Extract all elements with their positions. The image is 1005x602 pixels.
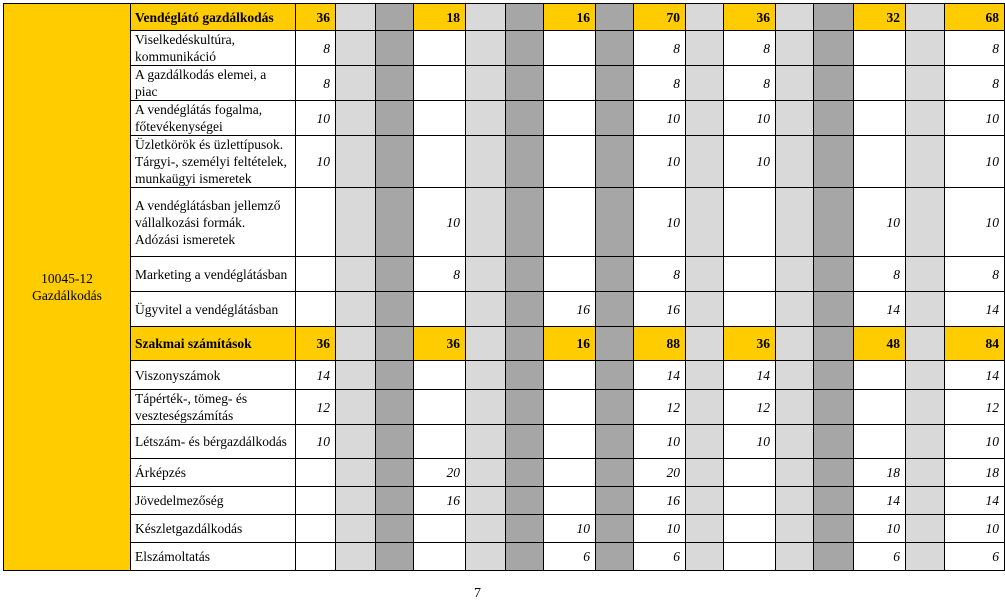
hours-cell <box>596 487 634 515</box>
hours-cell <box>376 543 414 571</box>
hours-cell: 10 <box>296 136 336 188</box>
hours-cell <box>336 390 376 425</box>
hours-cell: 88 <box>634 327 686 361</box>
hours-cell: 6 <box>634 543 686 571</box>
hours-cell <box>906 515 945 543</box>
subject-cell: Tápérték-, tömeg- és veszteségszámítás <box>131 390 296 425</box>
hours-cell <box>854 66 906 101</box>
subject-cell: Vendéglátó gazdálkodás <box>131 4 296 31</box>
hours-cell <box>686 487 724 515</box>
module-name: Gazdálkodás <box>32 288 102 303</box>
table-row <box>4 136 1005 188</box>
table-row <box>4 361 1005 390</box>
subject-cell: Ügyvitel a vendéglátásban <box>131 292 296 327</box>
subject-cell: A gazdálkodás elemei, a piac <box>131 66 296 101</box>
hours-cell: 10 <box>634 136 686 188</box>
hours-cell <box>906 425 945 459</box>
hours-cell <box>466 31 506 66</box>
hours-cell: 48 <box>854 327 906 361</box>
hours-cell <box>686 459 724 487</box>
hours-cell: 36 <box>724 327 776 361</box>
hours-cell <box>596 257 634 292</box>
hours-cell: 10 <box>634 425 686 459</box>
subject-cell: Árképzés <box>131 459 296 487</box>
hours-cell: 8 <box>945 66 1005 101</box>
hours-cell: 8 <box>634 31 686 66</box>
hours-cell <box>466 543 506 571</box>
hours-cell <box>814 390 854 425</box>
subject-cell: Viszonyszámok <box>131 361 296 390</box>
hours-cell <box>686 327 724 361</box>
hours-cell <box>686 188 724 257</box>
hours-cell <box>906 101 945 136</box>
hours-cell <box>466 188 506 257</box>
hours-cell <box>724 459 776 487</box>
hours-cell: 68 <box>945 4 1005 31</box>
hours-cell: 36 <box>414 327 466 361</box>
hours-cell: 36 <box>296 327 336 361</box>
hours-cell <box>724 292 776 327</box>
hours-cell <box>814 487 854 515</box>
hours-cell <box>376 487 414 515</box>
hours-cell <box>814 66 854 101</box>
subject-cell: Viselkedéskultúra, kommunikáció <box>131 31 296 66</box>
hours-cell: 14 <box>854 292 906 327</box>
table-row <box>4 66 1005 101</box>
hours-cell <box>296 292 336 327</box>
hours-cell <box>906 390 945 425</box>
hours-cell <box>776 188 814 257</box>
hours-cell <box>814 101 854 136</box>
hours-cell <box>506 425 544 459</box>
hours-cell: 16 <box>634 292 686 327</box>
hours-cell <box>776 543 814 571</box>
hours-cell <box>776 31 814 66</box>
hours-cell: 10 <box>634 101 686 136</box>
table-row <box>4 31 1005 66</box>
hours-cell <box>466 390 506 425</box>
hours-cell <box>506 361 544 390</box>
hours-cell <box>296 188 336 257</box>
hours-cell: 10 <box>414 188 466 257</box>
hours-cell: 10 <box>296 101 336 136</box>
hours-cell <box>776 425 814 459</box>
hours-cell <box>336 327 376 361</box>
hours-cell: 10 <box>724 136 776 188</box>
hours-cell: 16 <box>634 487 686 515</box>
module-cell <box>4 4 131 571</box>
hours-cell: 10 <box>945 101 1005 136</box>
hours-cell: 18 <box>414 4 466 31</box>
hours-cell <box>466 257 506 292</box>
hours-cell <box>686 4 724 31</box>
hours-cell <box>906 292 945 327</box>
hours-cell <box>376 257 414 292</box>
hours-cell <box>776 515 814 543</box>
hours-cell <box>544 31 596 66</box>
hours-cell: 10 <box>854 188 906 257</box>
hours-cell: 10 <box>634 515 686 543</box>
hours-cell <box>906 327 945 361</box>
hours-cell <box>776 257 814 292</box>
hours-cell <box>814 327 854 361</box>
table-row <box>4 188 1005 257</box>
hours-cell <box>296 543 336 571</box>
hours-cell <box>906 66 945 101</box>
hours-cell <box>376 425 414 459</box>
hours-cell <box>544 425 596 459</box>
hours-cell <box>854 136 906 188</box>
page-number: 7 <box>474 586 481 601</box>
hours-cell <box>376 66 414 101</box>
hours-cell <box>506 136 544 188</box>
table-row <box>4 459 1005 487</box>
hours-cell: 12 <box>296 390 336 425</box>
hours-cell <box>506 459 544 487</box>
hours-cell <box>906 4 945 31</box>
hours-cell <box>376 292 414 327</box>
hours-cell <box>596 327 634 361</box>
hours-cell <box>776 327 814 361</box>
hours-cell <box>376 101 414 136</box>
hours-cell <box>776 4 814 31</box>
hours-cell: 10 <box>724 101 776 136</box>
hours-cell <box>506 543 544 571</box>
hours-cell <box>466 4 506 31</box>
hours-cell <box>466 361 506 390</box>
hours-cell: 10 <box>724 425 776 459</box>
subject-cell: Szakmai számítások <box>131 327 296 361</box>
hours-cell <box>854 31 906 66</box>
hours-cell <box>724 515 776 543</box>
hours-cell <box>544 390 596 425</box>
hours-cell <box>506 188 544 257</box>
hours-cell: 8 <box>724 66 776 101</box>
hours-cell <box>776 66 814 101</box>
hours-cell <box>376 188 414 257</box>
hours-cell: 10 <box>945 425 1005 459</box>
hours-cell: 6 <box>854 543 906 571</box>
hours-cell <box>336 515 376 543</box>
hours-cell: 8 <box>945 31 1005 66</box>
hours-cell <box>414 515 466 543</box>
hours-cell <box>814 188 854 257</box>
hours-cell <box>906 459 945 487</box>
hours-cell <box>414 390 466 425</box>
hours-cell: 16 <box>414 487 466 515</box>
hours-cell <box>776 390 814 425</box>
subject-cell: Létszám- és bérgazdálkodás <box>131 425 296 459</box>
hours-cell <box>336 425 376 459</box>
hours-cell <box>376 136 414 188</box>
hours-cell <box>544 361 596 390</box>
hours-cell <box>544 101 596 136</box>
hours-cell <box>906 487 945 515</box>
hours-cell <box>686 361 724 390</box>
hours-cell <box>466 327 506 361</box>
hours-cell: 18 <box>945 459 1005 487</box>
hours-cell <box>296 257 336 292</box>
hours-cell <box>814 543 854 571</box>
hours-cell <box>686 390 724 425</box>
hours-cell <box>414 425 466 459</box>
hours-cell <box>596 543 634 571</box>
curriculum-table <box>3 3 1005 571</box>
hours-cell <box>544 257 596 292</box>
hours-cell: 8 <box>634 257 686 292</box>
hours-cell <box>506 390 544 425</box>
hours-cell: 16 <box>544 4 596 31</box>
hours-cell <box>596 425 634 459</box>
hours-cell <box>814 31 854 66</box>
hours-cell <box>376 515 414 543</box>
hours-cell <box>414 66 466 101</box>
hours-cell <box>814 136 854 188</box>
hours-cell: 14 <box>945 487 1005 515</box>
hours-cell <box>466 515 506 543</box>
hours-cell: 10 <box>296 425 336 459</box>
hours-cell <box>776 136 814 188</box>
hours-cell: 20 <box>634 459 686 487</box>
hours-cell: 10 <box>945 515 1005 543</box>
hours-cell <box>596 101 634 136</box>
hours-cell <box>686 101 724 136</box>
hours-cell <box>596 136 634 188</box>
hours-cell <box>376 4 414 31</box>
hours-cell <box>686 31 724 66</box>
section-header-row <box>4 4 1005 31</box>
hours-cell <box>776 487 814 515</box>
hours-cell <box>596 361 634 390</box>
hours-cell <box>686 257 724 292</box>
hours-cell <box>544 188 596 257</box>
hours-cell <box>466 459 506 487</box>
hours-cell <box>854 101 906 136</box>
hours-cell <box>466 425 506 459</box>
hours-cell <box>906 361 945 390</box>
hours-cell <box>506 292 544 327</box>
hours-cell: 6 <box>544 543 596 571</box>
hours-cell <box>814 4 854 31</box>
hours-cell: 14 <box>634 361 686 390</box>
hours-cell: 8 <box>296 66 336 101</box>
hours-cell <box>686 543 724 571</box>
hours-cell <box>506 31 544 66</box>
subject-cell: Üzletkörök és üzlettípusok. Tárgyi-, személyi feltételek, munkaügyi ismeretek <box>131 136 296 188</box>
hours-cell <box>506 257 544 292</box>
hours-cell <box>414 361 466 390</box>
hours-cell: 8 <box>296 31 336 66</box>
hours-cell: 12 <box>724 390 776 425</box>
hours-cell <box>814 459 854 487</box>
hours-cell <box>596 459 634 487</box>
hours-cell: 12 <box>634 390 686 425</box>
hours-cell: 36 <box>296 4 336 31</box>
hours-cell <box>506 327 544 361</box>
hours-cell <box>686 292 724 327</box>
hours-cell: 12 <box>945 390 1005 425</box>
hours-cell <box>686 66 724 101</box>
hours-cell <box>776 361 814 390</box>
subject-cell: Jövedelmezőség <box>131 487 296 515</box>
hours-cell <box>686 425 724 459</box>
table-row <box>4 515 1005 543</box>
hours-cell <box>506 487 544 515</box>
hours-cell: 14 <box>945 361 1005 390</box>
hours-cell: 8 <box>945 257 1005 292</box>
hours-cell <box>906 543 945 571</box>
hours-cell: 16 <box>544 327 596 361</box>
hours-cell <box>906 188 945 257</box>
subject-cell: Marketing a vendéglátásban <box>131 257 296 292</box>
hours-cell <box>336 292 376 327</box>
hours-cell <box>814 361 854 390</box>
hours-cell <box>544 459 596 487</box>
hours-cell <box>466 487 506 515</box>
hours-cell <box>506 66 544 101</box>
hours-cell <box>906 31 945 66</box>
hours-cell <box>854 361 906 390</box>
hours-cell <box>544 487 596 515</box>
hours-cell <box>336 4 376 31</box>
hours-cell <box>596 31 634 66</box>
hours-cell <box>814 425 854 459</box>
hours-cell <box>776 292 814 327</box>
hours-cell: 8 <box>634 66 686 101</box>
hours-cell: 18 <box>854 459 906 487</box>
hours-cell <box>336 543 376 571</box>
hours-cell <box>336 459 376 487</box>
hours-cell <box>336 101 376 136</box>
hours-cell: 14 <box>854 487 906 515</box>
hours-cell <box>506 515 544 543</box>
hours-cell <box>414 101 466 136</box>
table-row <box>4 487 1005 515</box>
hours-cell <box>336 487 376 515</box>
hours-cell: 20 <box>414 459 466 487</box>
hours-cell <box>776 459 814 487</box>
hours-cell: 10 <box>634 188 686 257</box>
hours-cell: 14 <box>945 292 1005 327</box>
hours-cell <box>776 101 814 136</box>
hours-cell <box>376 361 414 390</box>
table-row <box>4 390 1005 425</box>
hours-cell <box>814 257 854 292</box>
hours-cell <box>336 361 376 390</box>
hours-cell: 14 <box>296 361 336 390</box>
hours-cell <box>336 257 376 292</box>
hours-cell: 10 <box>945 188 1005 257</box>
table-row <box>4 425 1005 459</box>
subject-cell: Készletgazdálkodás <box>131 515 296 543</box>
hours-cell <box>724 257 776 292</box>
table-row <box>4 257 1005 292</box>
hours-cell <box>596 4 634 31</box>
table-row <box>4 543 1005 571</box>
hours-cell: 14 <box>724 361 776 390</box>
hours-cell: 6 <box>945 543 1005 571</box>
subject-cell: A vendéglátásban jellemző vállalkozási formák. Adózási ismeretek <box>131 188 296 257</box>
hours-cell: 8 <box>854 257 906 292</box>
hours-cell <box>414 292 466 327</box>
hours-cell <box>296 515 336 543</box>
hours-cell <box>506 4 544 31</box>
hours-cell <box>336 31 376 66</box>
hours-cell <box>296 459 336 487</box>
hours-cell <box>724 188 776 257</box>
hours-cell <box>596 66 634 101</box>
hours-cell <box>854 390 906 425</box>
hours-cell <box>814 515 854 543</box>
hours-cell <box>596 515 634 543</box>
hours-cell <box>686 136 724 188</box>
hours-cell: 8 <box>724 31 776 66</box>
hours-cell <box>596 292 634 327</box>
hours-cell <box>466 292 506 327</box>
hours-cell: 8 <box>414 257 466 292</box>
hours-cell <box>466 136 506 188</box>
hours-cell <box>466 101 506 136</box>
hours-cell <box>854 425 906 459</box>
hours-cell: 10 <box>544 515 596 543</box>
hours-cell <box>686 515 724 543</box>
table-row <box>4 101 1005 136</box>
hours-cell <box>376 327 414 361</box>
hours-cell <box>906 257 945 292</box>
hours-cell <box>414 136 466 188</box>
hours-cell <box>814 292 854 327</box>
table-row <box>4 292 1005 327</box>
section-header-row <box>4 327 1005 361</box>
hours-cell: 70 <box>634 4 686 31</box>
hours-cell: 10 <box>945 136 1005 188</box>
hours-cell: 10 <box>854 515 906 543</box>
subject-cell: Elszámoltatás <box>131 543 296 571</box>
hours-cell: 16 <box>544 292 596 327</box>
hours-cell <box>376 459 414 487</box>
hours-cell <box>596 188 634 257</box>
hours-cell <box>414 31 466 66</box>
hours-cell: 36 <box>724 4 776 31</box>
hours-cell <box>506 101 544 136</box>
hours-cell <box>336 188 376 257</box>
hours-cell: 32 <box>854 4 906 31</box>
hours-cell <box>336 136 376 188</box>
hours-cell <box>414 543 466 571</box>
hours-cell <box>466 66 506 101</box>
hours-cell <box>376 390 414 425</box>
hours-cell <box>544 66 596 101</box>
hours-cell <box>596 390 634 425</box>
module-code: 10045-12 <box>41 271 93 286</box>
hours-cell <box>336 66 376 101</box>
hours-cell <box>906 136 945 188</box>
hours-cell <box>724 543 776 571</box>
hours-cell <box>296 487 336 515</box>
hours-cell: 84 <box>945 327 1005 361</box>
hours-cell <box>544 136 596 188</box>
hours-cell <box>724 487 776 515</box>
hours-cell <box>376 31 414 66</box>
subject-cell: A vendéglátás fogalma, főtevékenységei <box>131 101 296 136</box>
